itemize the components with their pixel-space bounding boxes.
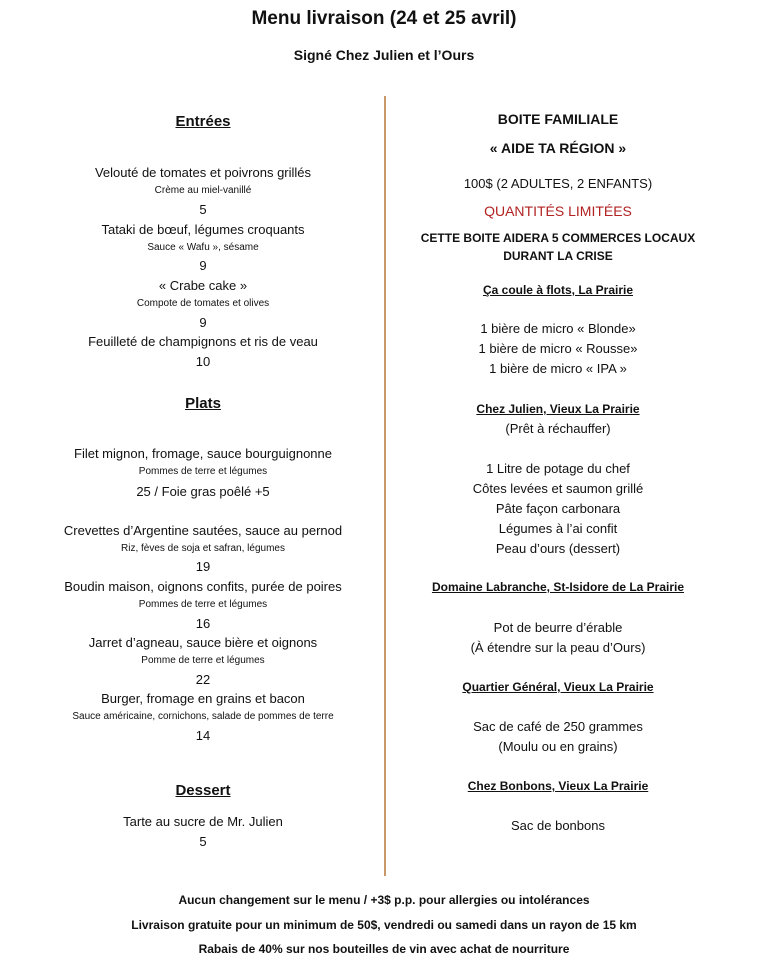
plat-desc: Pommes de terre et légumes: [138, 466, 268, 477]
entree-desc: Crème au miel-vanillé: [154, 185, 252, 196]
vendor-item: Sac de café de 250 grammes: [473, 719, 643, 734]
vendor-item: Côtes levées et saumon grillé: [472, 481, 644, 496]
entrees-heading: Entrées: [175, 113, 231, 130]
entree-name: « Crabe cake »: [158, 278, 248, 293]
dessert-name: Tarte au sucre de Mr. Julien: [123, 814, 283, 829]
entree-price: 5: [199, 202, 207, 217]
plat-name: Filet mignon, fromage, sauce bourguignonne: [74, 446, 332, 461]
boite-subheading: « AIDE TA RÉGION »: [489, 140, 627, 156]
entree-price: 9: [199, 315, 207, 330]
plat-price: 22: [195, 672, 211, 687]
plat-name: Boudin maison, oignons confits, purée de poires: [64, 579, 342, 594]
boite-heading: BOITE FAMILIALE: [497, 111, 619, 127]
vendor-item: (Moulu ou en grains): [498, 739, 618, 754]
vendor-item: Peau d’ours (dessert): [495, 541, 621, 556]
entree-price: 10: [195, 354, 211, 369]
plats-heading: Plats: [185, 395, 221, 412]
vendor-name: Chez Bonbons, Vieux La Prairie: [467, 779, 649, 793]
plat-desc: Pomme de terre et légumes: [141, 655, 265, 666]
menu-title: Menu livraison (24 et 25 avril): [251, 8, 517, 29]
boite-price: 100$ (2 ADULTES, 2 ENFANTS): [463, 176, 653, 191]
vendor-item: Pâte façon carbonara: [495, 501, 621, 516]
vendor-item: 1 bière de micro « Blonde»: [480, 321, 636, 336]
plat-price: 19: [195, 559, 211, 574]
plat-desc: Sauce américaine, cornichons, salade de pommes de terre: [72, 711, 334, 722]
plat-name: Crevettes d’Argentine sautées, sauce au pernod: [63, 523, 343, 538]
plat-desc: Riz, fèves de soja et safran, légumes: [121, 543, 285, 554]
plat-price: 14: [195, 728, 211, 743]
vendor-item: (À étendre sur la peau d’Ours): [470, 640, 646, 655]
plat-desc: Pommes de terre et légumes: [138, 599, 268, 610]
vendor-item: Pot de beurre d’érable: [493, 620, 623, 635]
vendor-name: Quartier Général, Vieux La Prairie: [462, 680, 654, 694]
plat-name: Burger, fromage en grains et bacon: [101, 691, 305, 706]
vendor-item: 1 Litre de potage du chef: [486, 461, 630, 476]
entree-desc: Sauce « Wafu », sésame: [147, 242, 259, 253]
entree-desc: Compote de tomates et olives: [136, 298, 270, 309]
dessert-heading: Dessert: [175, 782, 231, 799]
boite-note: DURANT LA CRISE: [503, 249, 613, 263]
limited-quantities: QUANTITÉS LIMITÉES: [484, 203, 632, 219]
footer-note: Rabais de 40% sur nos bouteilles de vin avec achat de nourriture: [198, 942, 570, 956]
vendor-item: 1 bière de micro « Rousse»: [478, 341, 638, 356]
vendor-name: Ça coule à flots, La Prairie: [482, 283, 634, 297]
vendor-name: Domaine Labranche, St-Isidore de La Prairie: [431, 580, 685, 594]
vendor-item: Sac de bonbons: [511, 818, 605, 833]
entree-name: Tataki de bœuf, légumes croquants: [101, 222, 305, 237]
plat-name: Jarret d’agneau, sauce bière et oignons: [88, 635, 318, 650]
dessert-price: 5: [199, 834, 207, 849]
entree-name: Feuilleté de champignons et ris de veau: [88, 334, 318, 349]
vendor-note: (Prêt à réchauffer): [505, 421, 611, 436]
footer-note: Aucun changement sur le menu / +3$ p.p. pour allergies ou intolérances: [178, 893, 590, 907]
menu-subtitle: Signé Chez Julien et l’Ours: [293, 47, 475, 63]
entree-name: Velouté de tomates et poivrons grillés: [94, 165, 312, 180]
vendor-item: Légumes à l’ai confit: [498, 521, 618, 536]
boite-note: CETTE BOITE AIDERA 5 COMMERCES LOCAUX: [420, 231, 696, 245]
vendor-item: 1 bière de micro « IPA »: [489, 361, 627, 376]
plat-price: 16: [195, 616, 211, 631]
plat-price: 25 / Foie gras poêlé +5: [136, 484, 270, 499]
footer-note: Livraison gratuite pour un minimum de 50$, vendredi ou samedi dans un rayon de 15 km: [131, 918, 637, 932]
vendor-name: Chez Julien, Vieux La Prairie: [476, 402, 640, 416]
entree-price: 9: [199, 258, 207, 273]
